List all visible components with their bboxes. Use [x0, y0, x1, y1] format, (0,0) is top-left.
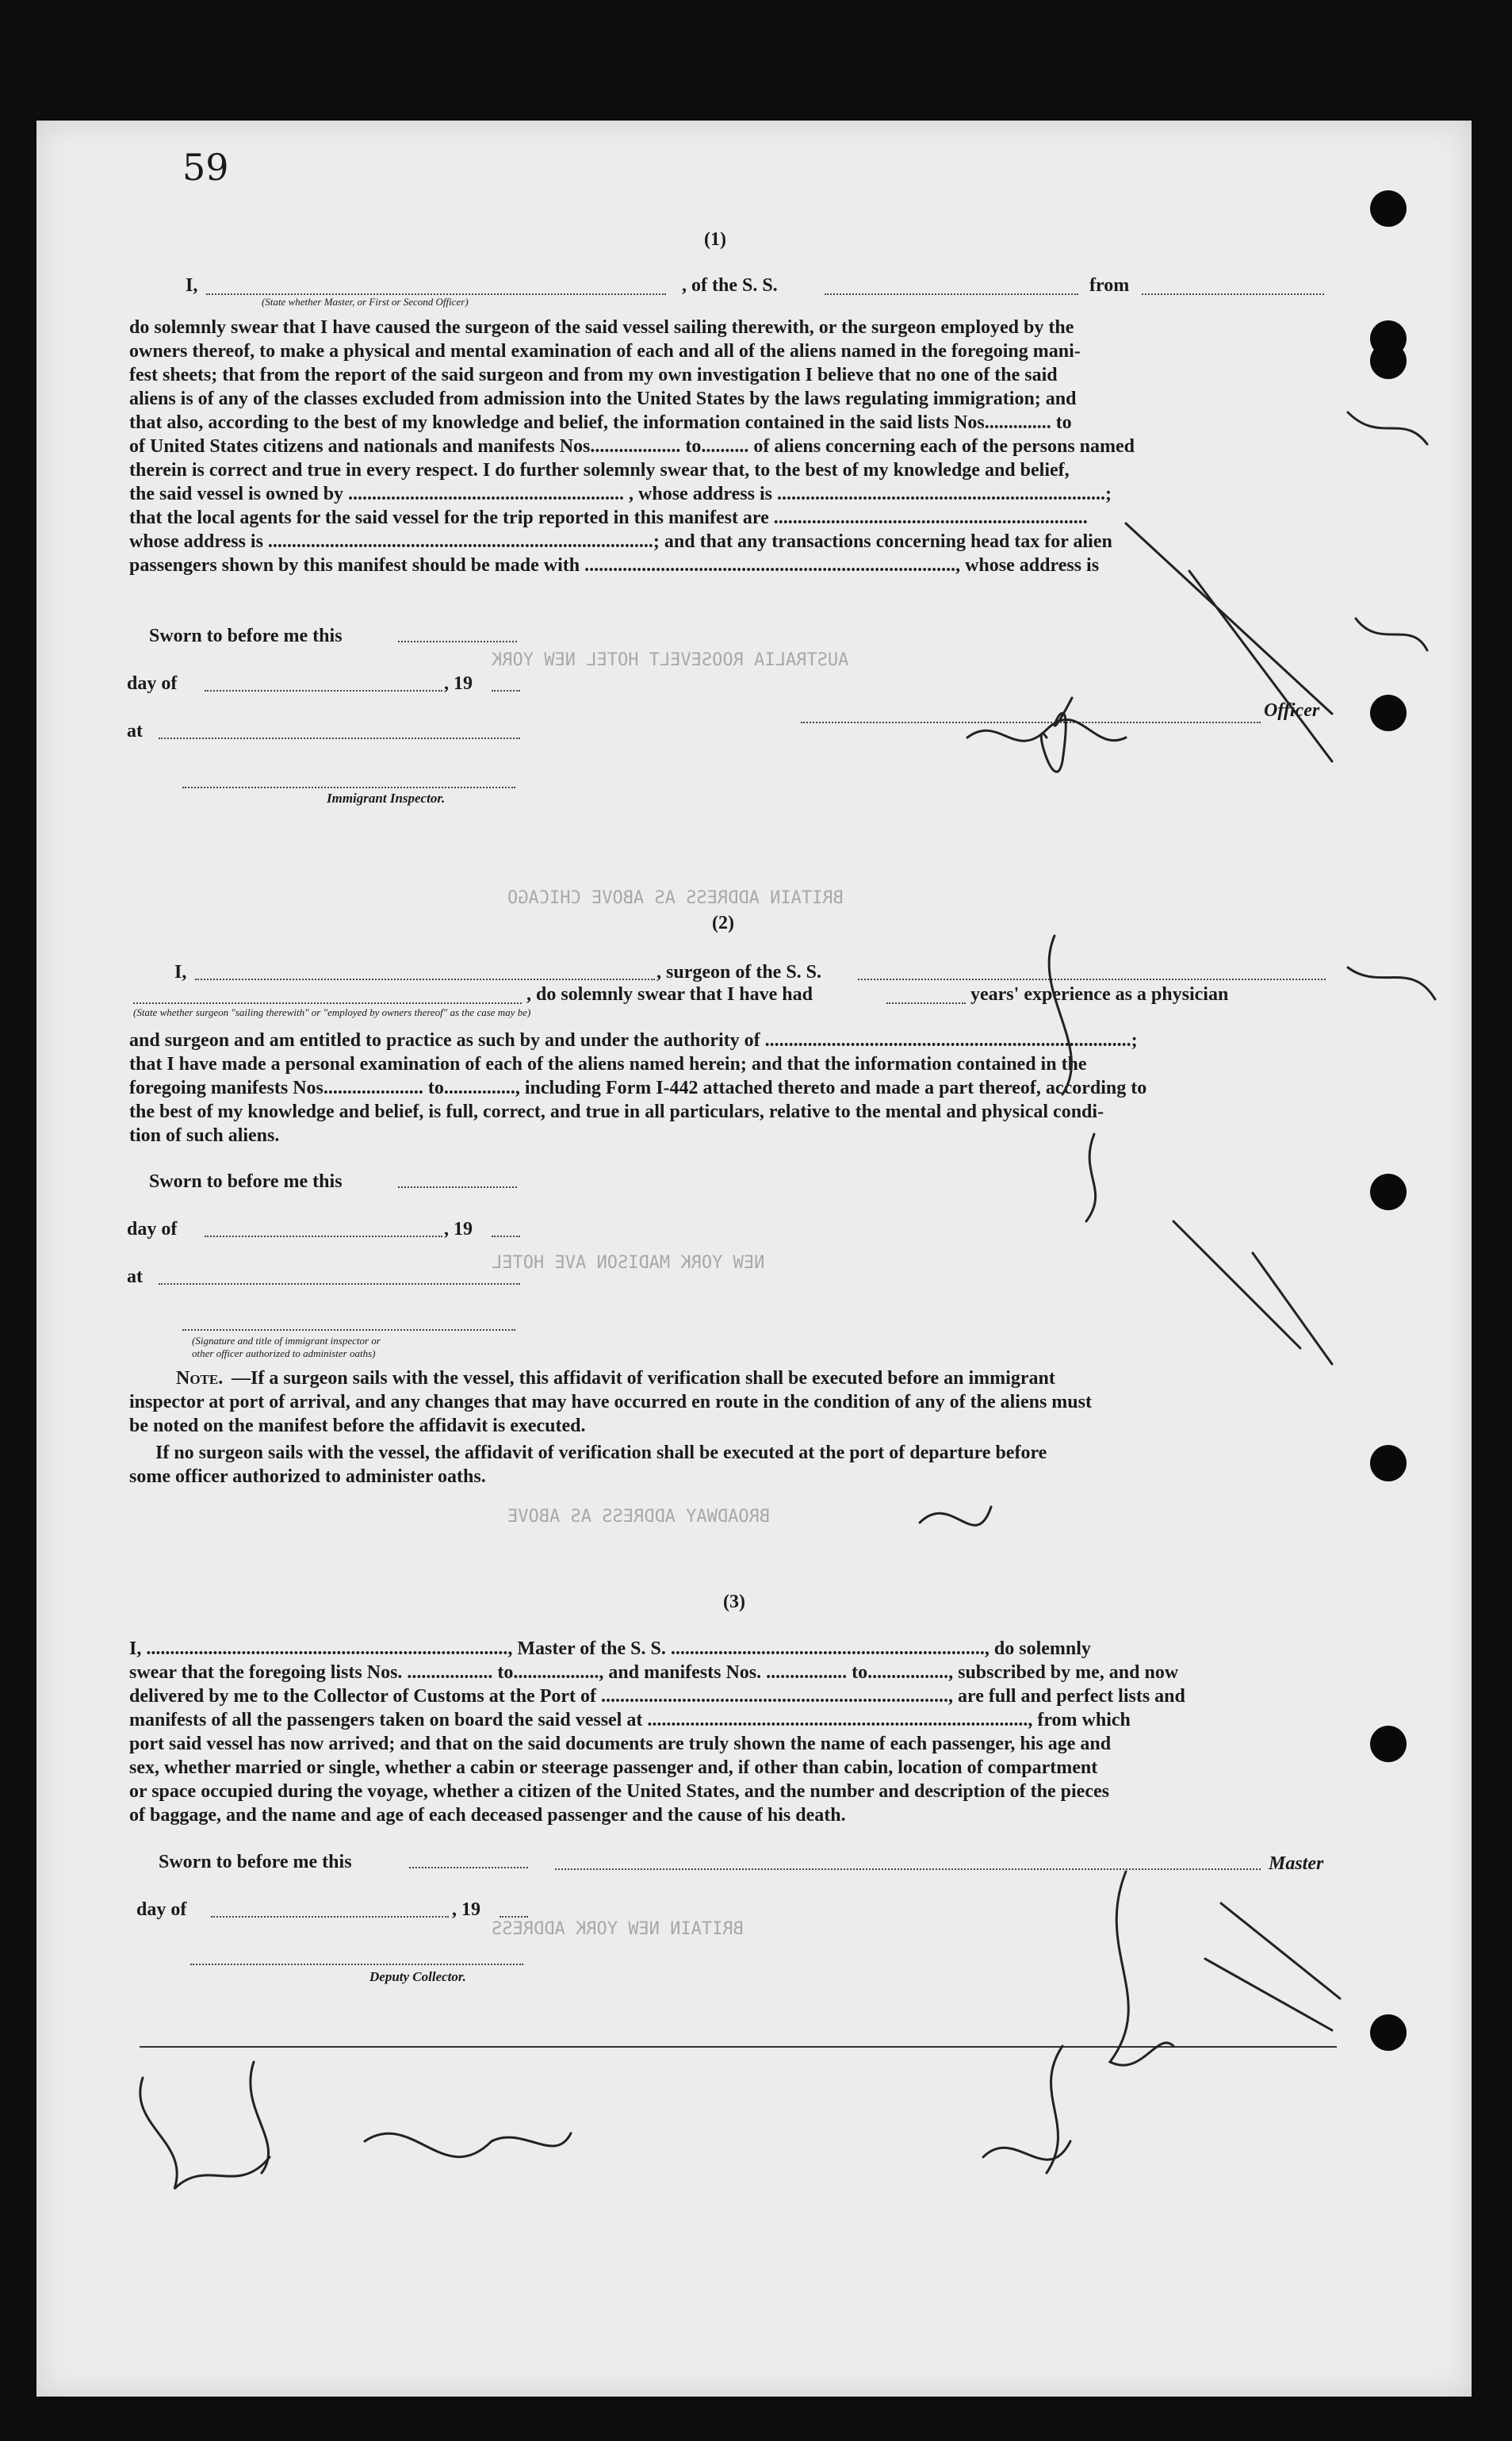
s1-line: that the local agents for the said vessel for the trip reported in this manifest are .................................................................. [129, 508, 1088, 528]
s2-if-no-line: If no surgeon sails with the vessel, the affidavit of verification shall be executed at the port of departure before [155, 1443, 1047, 1463]
s1-at: at [127, 721, 143, 741]
s1-officer-label: Officer [1264, 700, 1320, 721]
margin-mark: 59 [182, 146, 229, 189]
s2-years: years' experience as a physician [970, 984, 1229, 1005]
s1-line: owners thereof, to make a physical and mental examination of each and all of the aliens named in the foregoing mani- [129, 341, 1081, 362]
s2-line: tion of such aliens. [129, 1125, 280, 1146]
s2-day-of: day of [127, 1219, 178, 1240]
bleed-through-text: BROADWAY ADDRESS AS ABOVE [507, 1507, 771, 1527]
s1-day-of: day of [127, 673, 178, 694]
s2-line: foregoing manifests Nos..................... to..............., including Form I-442 attached thereto and made a part thereof, according to [129, 1078, 1147, 1098]
s3-day-of: day of [136, 1899, 187, 1920]
s3-line: manifests of all the passengers taken on board the said vessel at ................................................................................, from which [129, 1710, 1131, 1730]
s2-surgeon-of: , surgeon of the S. S. [656, 962, 822, 983]
s1-line: of United States citizens and nationals and manifests Nos................... to.......... of aliens concerning each of the persons named [129, 436, 1135, 457]
s2-note-line: —If a surgeon sails with the vessel, this affidavit of verification shall be executed before an immigrant [232, 1368, 1055, 1389]
s3-line: delivered by me to the Collector of Customs at the Port of ........................................................................., are full and perfect lists and [129, 1686, 1185, 1707]
s2-note-label: Note. [176, 1368, 224, 1389]
s2-at: at [127, 1266, 143, 1287]
s1-line: the said vessel is owned by .......................................................... , whose address is .....................................................................; [129, 484, 1112, 504]
s2-line: the best of my knowledge and belief, is full, correct, and true in all particulars, relative to the mental and physical condi- [129, 1102, 1104, 1122]
s3-line: sex, whether married or single, whether a cabin or steerage passenger and, if other than cabin, location of compartment [129, 1757, 1098, 1778]
s1-line: do solemnly swear that I have caused the surgeon of the said vessel sailing therewith, or the surgeon employed by the [129, 317, 1074, 338]
section-2-number: (2) [712, 913, 734, 933]
s2-note-line: inspector at port of arrival, and any changes that may have occurred en route in the condition of any of the aliens must [129, 1392, 1092, 1412]
s1-line: that also, according to the best of my knowledge and belief, the information contained in the said lists Nos.............. to [129, 412, 1072, 433]
s3-master-label: Master [1269, 1853, 1324, 1874]
s1-line: whose address is .................................................................................; and that any transactions concerning head tax for alien [129, 531, 1112, 552]
s2-swear: , do solemnly swear that I have had [526, 984, 813, 1005]
s1-sworn: Sworn to before me this [149, 626, 343, 646]
s1-from: from [1089, 275, 1130, 296]
s1-line: passengers shown by this manifest should be made with .............................................................................., whose address is [129, 555, 1100, 576]
s2-line: that I have made a personal examination of each of the aliens named herein; and that the information contained in the [129, 1054, 1087, 1075]
section-1-number: (1) [704, 229, 726, 250]
s2-year: , 19 [444, 1219, 473, 1240]
s1-line: therein is correct and true in every respect. I do further solemnly swear that, to the best of my knowledge and belief, [129, 460, 1070, 481]
s1-inspector-label: Immigrant Inspector. [327, 791, 446, 806]
bleed-through-text: NEW YORK MADISON AVE HOTEL [492, 1253, 765, 1273]
s1-year: , 19 [444, 673, 473, 694]
s2-note-line: be noted on the manifest before the affidavit is executed. [129, 1416, 586, 1436]
s3-line: I, ............................................................................, Master of the S. S. .................................................................., do solemnly [129, 1638, 1091, 1659]
s2-I: I, [174, 962, 187, 983]
s3-line: port said vessel has now arrived; and that on the said documents are truly shown the name of each passenger, his age and [129, 1734, 1112, 1754]
s1-line: fest sheets; that from the report of the said surgeon and from my own investigation I believe that no one of the said [129, 365, 1058, 385]
s2-line: and surgeon and am entitled to practice as such by and under the authority of .............................................................................; [129, 1030, 1138, 1051]
bleed-through-text: BRITAIN NEW YORK ADDRESS [492, 1919, 744, 1939]
s2-signature-note: (Signature and title of immigrant inspector or [192, 1335, 381, 1347]
s3-line: of baggage, and the name and age of each deceased passenger and the cause of his death. [129, 1805, 846, 1826]
s2-signature-note: other officer authorized to administer oaths) [192, 1347, 376, 1359]
s1-I: I, [186, 275, 198, 296]
bleed-through-text: AUSTRALIA ROOSEVELT HOTEL NEW YORK [492, 650, 849, 670]
s2-if-no-line: some officer authorized to administer oaths. [129, 1466, 486, 1487]
s3-deputy-label: Deputy Collector. [369, 1969, 466, 1984]
s2-state-note: (State whether surgeon "sailing therewith" or "employed by owners thereof" as the case may be) [133, 1006, 531, 1018]
section-3-number: (3) [723, 1592, 745, 1612]
s3-year: , 19 [452, 1899, 480, 1920]
s3-line: swear that the foregoing lists Nos. .................. to.................., and manifests Nos. ................. to................., subscribed by me, and now [129, 1662, 1179, 1683]
s1-of-ss: , of the S. S. [682, 275, 778, 296]
bleed-through-text: BRITAIN ADDRESS AS ABOVE CHICAGO [507, 888, 844, 908]
s2-sworn: Sworn to before me this [149, 1171, 343, 1192]
s3-line: or space occupied during the voyage, whether a citizen of the United States, and the number and description of the pieces [129, 1781, 1109, 1802]
s3-sworn: Sworn to before me this [159, 1852, 352, 1872]
s1-state-note: (State whether Master, or First or Second Officer) [262, 296, 469, 308]
s1-line: aliens is of any of the classes excluded from admission into the United States by the laws regulating immigration; and [129, 389, 1077, 409]
